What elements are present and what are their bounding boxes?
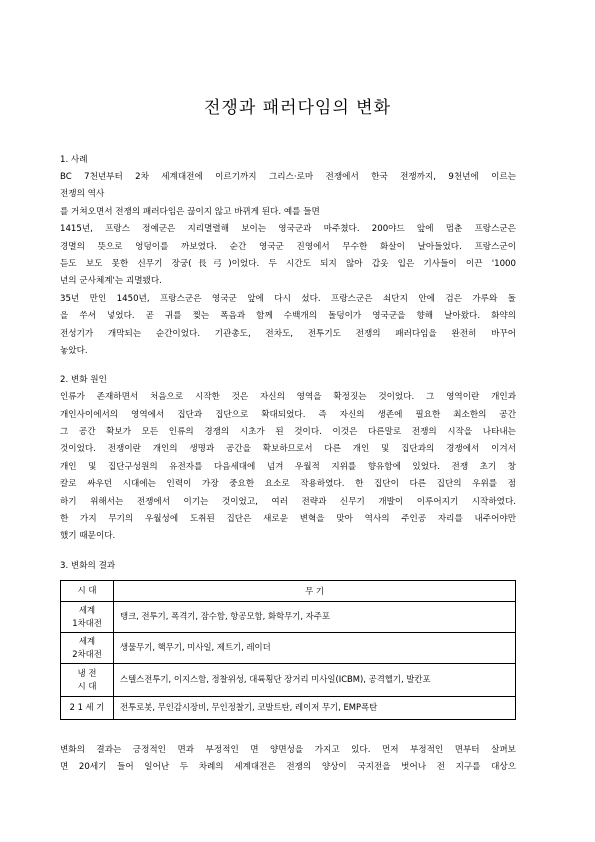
- text-line: 년의 군사체계'는 괴멸됐다.: [60, 276, 162, 287]
- document-body: [60, 152, 516, 777]
- section-1-heading: 1. 사례: [60, 155, 88, 165]
- text-line: 1415년, 프랑스 정예군은 지리멸렬해 보이는 영국군과 마주쳤다. 200야드 앞에 멈춘 프랑스군은: [60, 224, 516, 235]
- text-line: 경멸의 뜻으로 엉덩이를 까보였다. 순간 영국군 진영에서 무수한 화살이 날아들었다. 프랑스군이: [60, 241, 516, 252]
- text-line: 칼로 싸우던 시대에는 인력이 가장 중요한 요소로 작용하였다. 한 집단이 다른 집단의 우위를 점: [60, 479, 516, 490]
- section-2-heading: 2. 변화 원인: [60, 375, 107, 386]
- text-line: 듣도 보도 못한 신무기 장궁(長弓)이었다. 두 시간도 되지 않아 갑옷 입은 기사들이 이끈 '1000: [60, 258, 516, 269]
- text-line: 변화의 결과는 긍정적인 면과 부정적인 면 양면성을 가지고 있다. 먼저 부정적인 면부터 살펴보: [60, 744, 516, 755]
- text-line: 개인 및 집단구성원의 유전자를 다음세대에 넘겨 우월적 지위를 향유함에 있었다. 전쟁 초기 창: [60, 461, 516, 472]
- era-cell: [61, 663, 114, 696]
- era-label: 시 대: [77, 680, 97, 691]
- text-line: 면 20세기 들어 일어난 두 차례의 세계대전은 전쟁의 양상이 국지전을 벗어나 전 지구를 대상으: [60, 762, 516, 773]
- table-row: [61, 696, 516, 719]
- era-label: 2 1 세 기: [69, 702, 105, 713]
- text-line: 하기 위해서는 전쟁에서 이기는 것이었고, 여러 전략과 신무기 개발이 이루어지기 시작하였다.: [60, 496, 516, 507]
- table-row: [61, 632, 516, 663]
- text-line: BC 7천년부터 2차 세계대전에 이르기까지 그리스·로마 전쟁에서 한국 전쟁까지, 9천년에 이르는: [60, 172, 516, 182]
- weapons-cell: 생물무기, 핵무기, 미사일, 제트기, 레이더: [114, 632, 516, 663]
- era-column-header: 시 대: [61, 580, 114, 601]
- text-line: 전쟁의 역사: [60, 189, 105, 200]
- table-row: [61, 601, 516, 632]
- table-row: [61, 663, 516, 696]
- era-label: 1차대전: [72, 617, 102, 628]
- era-cell: [61, 601, 114, 632]
- weapons-table: [60, 580, 516, 720]
- section-4-body: [60, 742, 516, 777]
- text-line: 를 거쳐오면서 전쟁의 패러다임은 끊이지 않고 바뀌게 된다. 예를 들면: [60, 206, 320, 217]
- era-label: 2차대전: [72, 648, 102, 659]
- text-line: 것이었다. 전쟁이란 개인의 생명과 공간을 확보하므로서 다른 개인 및 집단과의 경쟁에서 이겨서: [60, 444, 516, 455]
- weapons-cell: 전투로봇, 무인감시장비, 무인정찰기, 코발트탄, 레이저 무기, EMP폭탄: [114, 696, 516, 719]
- era-label: 세계: [78, 604, 96, 615]
- era-label: 세계: [78, 635, 96, 646]
- text-line: 전성기가 개막되는 순간이었다. 기관총도, 전차도, 전투기도 전쟁의 패러다임을 완전히 바꾸어: [60, 328, 516, 339]
- section-1-body: [60, 169, 516, 360]
- era-label: 냉 전: [77, 667, 97, 678]
- section-2-body: [60, 389, 516, 546]
- era-cell: [61, 632, 114, 663]
- section-3-heading: 3. 변화의 결과: [60, 560, 116, 571]
- weapons-cell: 탱크, 전투기, 폭격기, 잠수함, 항공모함, 화학무기, 자주포: [114, 601, 516, 632]
- text-line: 그 공간 확보가 모든 인류의 경쟁의 시초가 된 것이다. 이것은 다른말로 전쟁의 시작을 나타내는: [60, 427, 516, 438]
- text-line: 개인사이에서의 영역에서 집단과 집단으로 확대되었다. 즉 자신의 생존에 필요한 최소한의 공간: [60, 409, 516, 420]
- document-title: 전쟁과 패러다임의 변화: [203, 98, 392, 118]
- text-line: 했기 때문이다.: [60, 531, 116, 542]
- text-line: 을 쑤셔 넣었다. 곧 귀를 찢는 폭음과 함께 수백개의 돌덩이가 영국군을 향해 날아왔다. 화약의: [60, 311, 516, 322]
- text-line: 인류가 존재하면서 처음으로 시작한 것은 자신의 영역을 확정짓는 것이었다. 그 영역이란 개인과: [60, 392, 516, 403]
- text-line: 놓았다.: [60, 345, 88, 356]
- weapons-cell: 스텔스전투기, 이지스함, 정찰위성, 대륙횡단 장거리 미사일(ICBM), 공격헬기, 발칸포: [114, 663, 516, 696]
- weapons-column-header: 무 기: [114, 580, 516, 601]
- table-header-row: [61, 580, 516, 601]
- text-line: 35년 만인 1450년, 프랑스군은 영국군 앞에 다시 섰다. 프랑스군은 쇠단지 안에 검은 가루와 돌: [60, 293, 516, 304]
- era-cell: [61, 696, 114, 719]
- text-line: 한 가지 무기의 우월성에 도취된 집단은 새로운 변혁을 맞아 역사의 주인공 자리를 내주어야만: [60, 514, 516, 525]
